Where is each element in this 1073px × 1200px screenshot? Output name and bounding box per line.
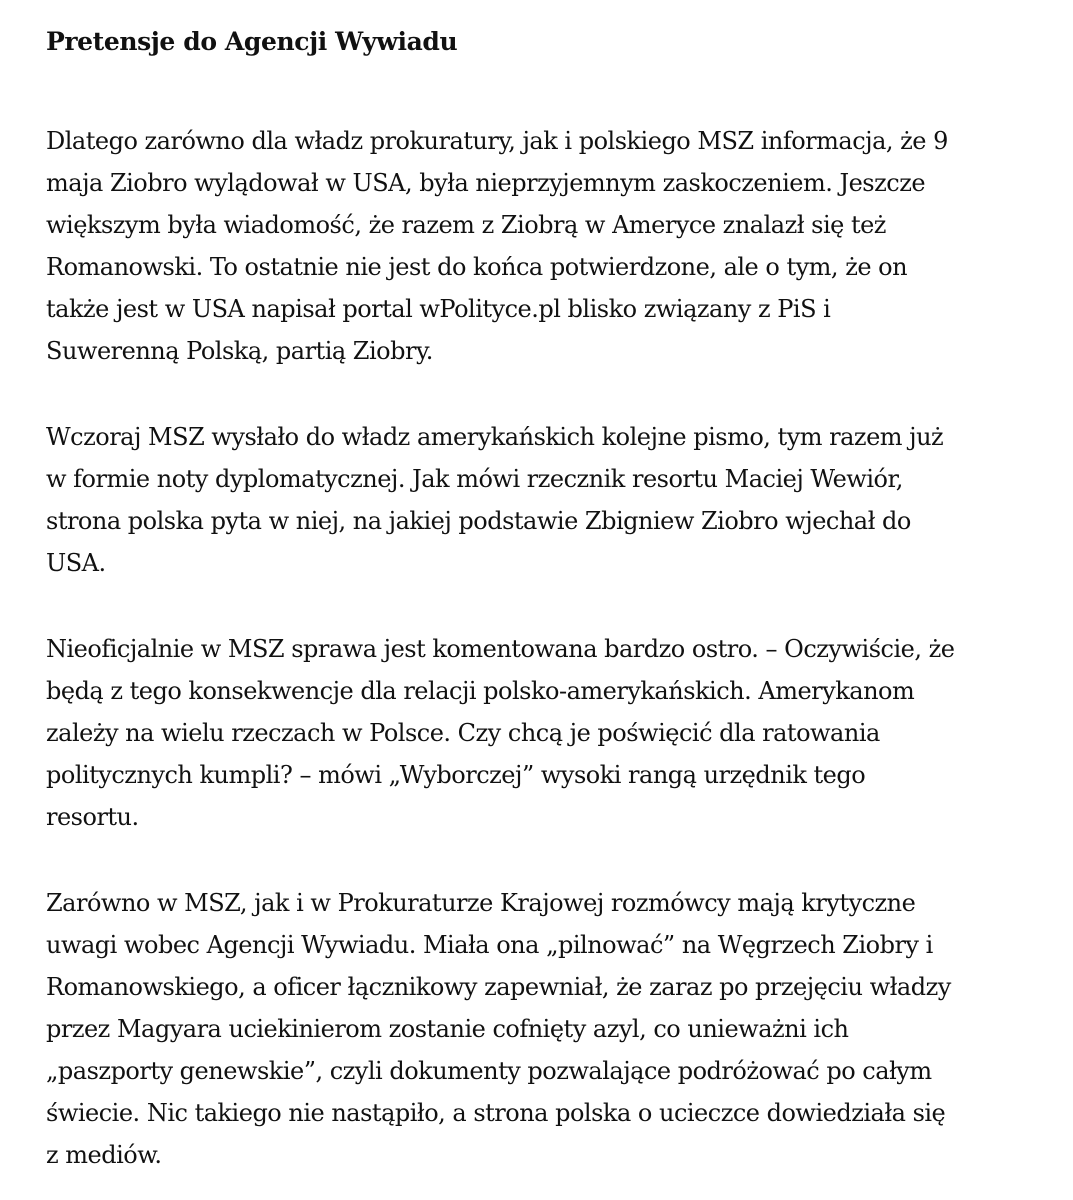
article-paragraph — [46, 120, 1043, 372]
paragraph-line: Romanowski. To ostatnie nie jest do końca potwierdzone, ale o tym, że on — [46, 253, 908, 281]
article-body — [46, 120, 1043, 1176]
paragraph-line: zależy na wielu rzeczach w Polsce. Czy chcą je poświęcić dla ratowania — [46, 719, 880, 747]
paragraph-line: z mediów. — [46, 1141, 162, 1169]
paragraph-line: Romanowskiego, a oficer łącznikowy zapewniał, że zaraz po przejęciu władzy — [46, 973, 951, 1001]
paragraph-line: strona polska pyta w niej, na jakiej podstawie Zbigniew Ziobro wjechał do — [46, 507, 911, 535]
paragraph-line: przez Magyara uciekinierom zostanie cofnięty azyl, co unieważni ich — [46, 1015, 849, 1043]
paragraph-line: politycznych kumpli? – mówi „Wyborczej” wysoki rangą urzędnik tego — [46, 761, 866, 789]
paragraph-line: Wczoraj MSZ wysłało do władz amerykańskich kolejne pismo, tym razem już — [46, 423, 944, 451]
paragraph-line: także jest w USA napisał portal wPolityce.pl blisko związany z PiS i — [46, 295, 831, 323]
paragraph-line: w formie noty dyplomatycznej. Jak mówi rzecznik resortu Maciej Wewiór, — [46, 465, 903, 493]
article-paragraph — [46, 882, 1043, 1176]
paragraph-line: Dlatego zarówno dla władz prokuratury, jak i polskiego MSZ informacja, że 9 — [46, 127, 948, 155]
paragraph-line: uwagi wobec Agencji Wywiadu. Miała ona „pilnować” na Węgrzech Ziobry i — [46, 931, 933, 959]
paragraph-line: Suwerenną Polską, partią Ziobry. — [46, 337, 433, 365]
paragraph-line: będą z tego konsekwencje dla relacji polsko-amerykańskich. Amerykanom — [46, 677, 915, 705]
paragraph-line: resortu. — [46, 803, 139, 831]
article-paragraph — [46, 416, 1043, 584]
paragraph-line: Zarówno w MSZ, jak i w Prokuraturze Krajowej rozmówcy mają krytyczne — [46, 889, 916, 917]
section-heading: Pretensje do Agencji Wywiadu — [46, 27, 458, 56]
article-paragraph — [46, 628, 1043, 838]
paragraph-line: maja Ziobro wylądował w USA, była nieprzyjemnym zaskoczeniem. Jeszcze — [46, 169, 926, 197]
paragraph-line: większym była wiadomość, że razem z Ziobrą w Ameryce znalazł się też — [46, 211, 886, 239]
paragraph-line: Nieoficjalnie w MSZ sprawa jest komentowana bardzo ostro. – Oczywiście, że — [46, 635, 955, 663]
paragraph-line: USA. — [46, 549, 106, 577]
paragraph-line: „paszporty genewskie”, czyli dokumenty pozwalające podróżować po całym — [46, 1057, 932, 1085]
paragraph-line: świecie. Nic takiego nie nastąpiło, a strona polska o ucieczce dowiedziała się — [46, 1099, 946, 1127]
